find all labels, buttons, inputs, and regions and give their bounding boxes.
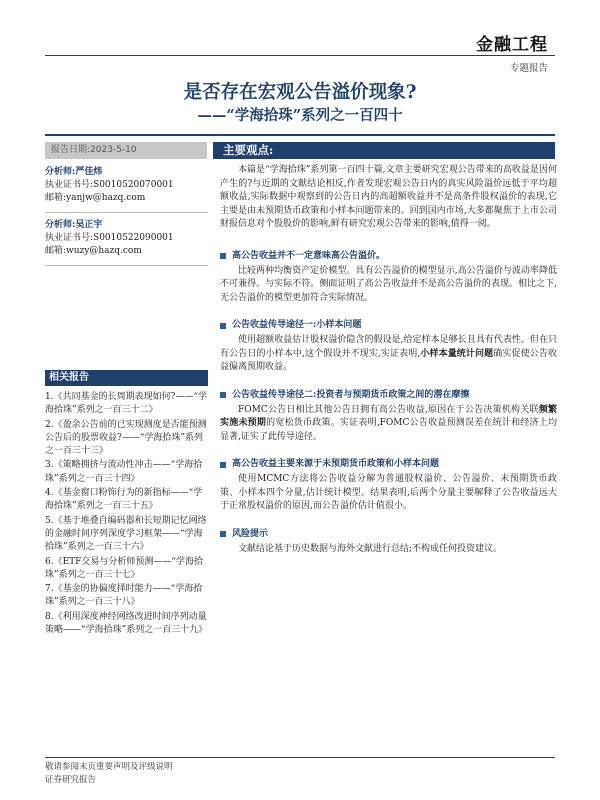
- section: [220, 458, 557, 514]
- square-bullet-icon: [220, 392, 226, 398]
- section: [220, 528, 557, 557]
- square-bullet-icon: [220, 253, 226, 259]
- footer-label: 证券研究报告: [45, 775, 97, 785]
- section-heading: [220, 319, 557, 332]
- square-bullet-icon: [220, 462, 226, 468]
- section-heading: [220, 458, 557, 471]
- body-text: 确实促使公告收益偏离预期收益。: [220, 348, 557, 372]
- section-heading: [220, 250, 557, 263]
- analyst-divider: [45, 265, 208, 266]
- square-bullet-icon: [220, 323, 226, 329]
- analyst-cert: 执业证书号:S0010522090001: [45, 233, 174, 243]
- body-emphasis: 小样本量统计问题: [420, 348, 494, 359]
- section: [220, 250, 557, 306]
- related-report-item[interactable]: 8.《利用深度神经网络改进时间序列动量策略——“学海拾珠”系列之一百三十九》: [45, 611, 208, 636]
- section-body: 比较两种均衡资产定价模型。具有公告溢价的模型显示,高公告溢价与波动率降低不可兼得。与实际不符。侧面证明了高公告收益并不是高公告溢价的表现。相比之下,无公告溢价的模型更加符合实际情况。: [220, 265, 557, 303]
- intro-paragraph: 本篇是“学海拾珠”系列第一百四十篇,文章主要研究宏观公告带来的高收益是因何产生的?与近期的文献结论相反,作者发现宏观公告日内的真实风险溢价远低于平均超额收益,实际数据中观察到的公告日内的高超额收益并不是高条件股权溢价的表现,它主要是由未预期货币政策和小样本问题带来的。回到国内市场,大多都聚焦于上市公司财报信息对个股股价的影响,鲜有研究宏观公告带来的影响,值得一阅。: [220, 165, 557, 229]
- related-report-item[interactable]: 1.《共同基金的长周期表现如何?——“学海拾珠”系列之一百三十二》: [45, 392, 208, 416]
- related-reports-list: [45, 391, 208, 638]
- analyst-cert: 执业证书号:S0010520070001: [45, 180, 174, 190]
- section-heading-text: 高公告收益并不一定意味高公告溢价。: [232, 250, 386, 261]
- related-report-item[interactable]: 4.《基金窗口粉饰行为的新指标——“学海拾珠”系列之一百三十五》: [45, 488, 203, 512]
- section: [220, 389, 557, 445]
- related-report-item[interactable]: 6.《ETF交易与分析师预测——“学海拾珠”系列之一百三十七》: [45, 556, 204, 580]
- footer-disclaimer: 敬请参阅末页重要声明及评级说明: [45, 762, 173, 772]
- report-type: 专题报告: [509, 63, 548, 74]
- footer-divider: [45, 757, 555, 758]
- analyst-email[interactable]: 邮箱:yanjw@hazq.com: [45, 193, 146, 203]
- analyst-divider: [45, 212, 208, 213]
- body-text: 使用超额收益估计股权溢价隐含的假设是,给定样本足够长且具有代表性。但在只有公告日的小样本中,这个假设并不现实,实证表明,: [220, 335, 557, 359]
- header-divider: [45, 55, 555, 56]
- section-heading-text: 高公告收益主要来源于未预期货币政策和小样本问题: [232, 459, 440, 469]
- related-reports-heading: 相关报告: [45, 370, 208, 386]
- analyst-email[interactable]: 邮箱:wuzy@hazq.com: [45, 246, 142, 256]
- section-body: 使用MCMC方法将公告收益分解为普通股权溢价、公告溢价、未预期货币政策、小样本四个分量,估计统计模型。结果表明,后两个分量主要解释了公告收益远大于正常股权溢价的原因,而公告溢价估计值很小。: [220, 474, 557, 511]
- body-text: FOMC公告日相比其他公告日拥有高公告收益,原因在于公告决策机构关联: [238, 404, 539, 415]
- report-date: 报告日期:2023-5-10: [45, 142, 207, 159]
- related-report-item[interactable]: 7.《基金的协偏度择时能力——“学海拾珠”系列之一百三十八》: [45, 584, 203, 608]
- body-emphasis: 频繁实施未预期: [220, 404, 557, 428]
- brand-title: 金融工程: [476, 35, 548, 55]
- section-heading-text: 风险提示: [232, 528, 269, 539]
- analyst-card: [45, 166, 210, 205]
- section-heading: [220, 389, 557, 402]
- analyst-name: 分析师:严佳炜: [45, 167, 103, 177]
- section-heading-text: 公告收益传导途径一:小样本问题: [232, 320, 362, 330]
- analyst-card: [45, 219, 210, 258]
- report-title: 是否存在宏观公告溢价现象?: [183, 82, 417, 103]
- analyst-name: 分析师:吴正宇: [45, 220, 103, 230]
- section-heading-text: 公告收益传导途径二:投资者与预期货币政策之间的潜在摩擦: [232, 389, 470, 400]
- body-text: 的宽松货币政策。实证表明,FOMC公告收益预测误差在统计和经济上均显著,证实了此传导途径。: [220, 418, 557, 442]
- related-report-item[interactable]: 2.《盈余公告前的已实现测度是否能预测公告后的股票收益?——“学海拾珠”系列之一百三十三》: [45, 419, 207, 457]
- summary-heading: 主要观点:: [213, 142, 555, 159]
- related-report-item[interactable]: 5.《基于堆叠自编码器和长短期记忆网络的金融时间序列深度学习框架——“学海拾珠”系列之一百三十六》: [45, 515, 207, 553]
- section: [220, 319, 557, 375]
- title-divider: [45, 134, 555, 136]
- section-body: 文献结论基于历史数据与海外文献进行总结;不构成任何投资建议。: [238, 543, 503, 554]
- section-heading: [220, 528, 557, 541]
- square-bullet-icon: [220, 531, 226, 537]
- related-report-item[interactable]: 3.《策略拥挤与流动性冲击——“学海拾珠”系列之一百三十四》: [45, 460, 203, 484]
- section-body: [220, 404, 557, 445]
- main-content: [220, 164, 557, 556]
- section-body: [220, 334, 557, 375]
- report-subtitle: ——“学海拾珠”系列之一百四十: [197, 107, 403, 124]
